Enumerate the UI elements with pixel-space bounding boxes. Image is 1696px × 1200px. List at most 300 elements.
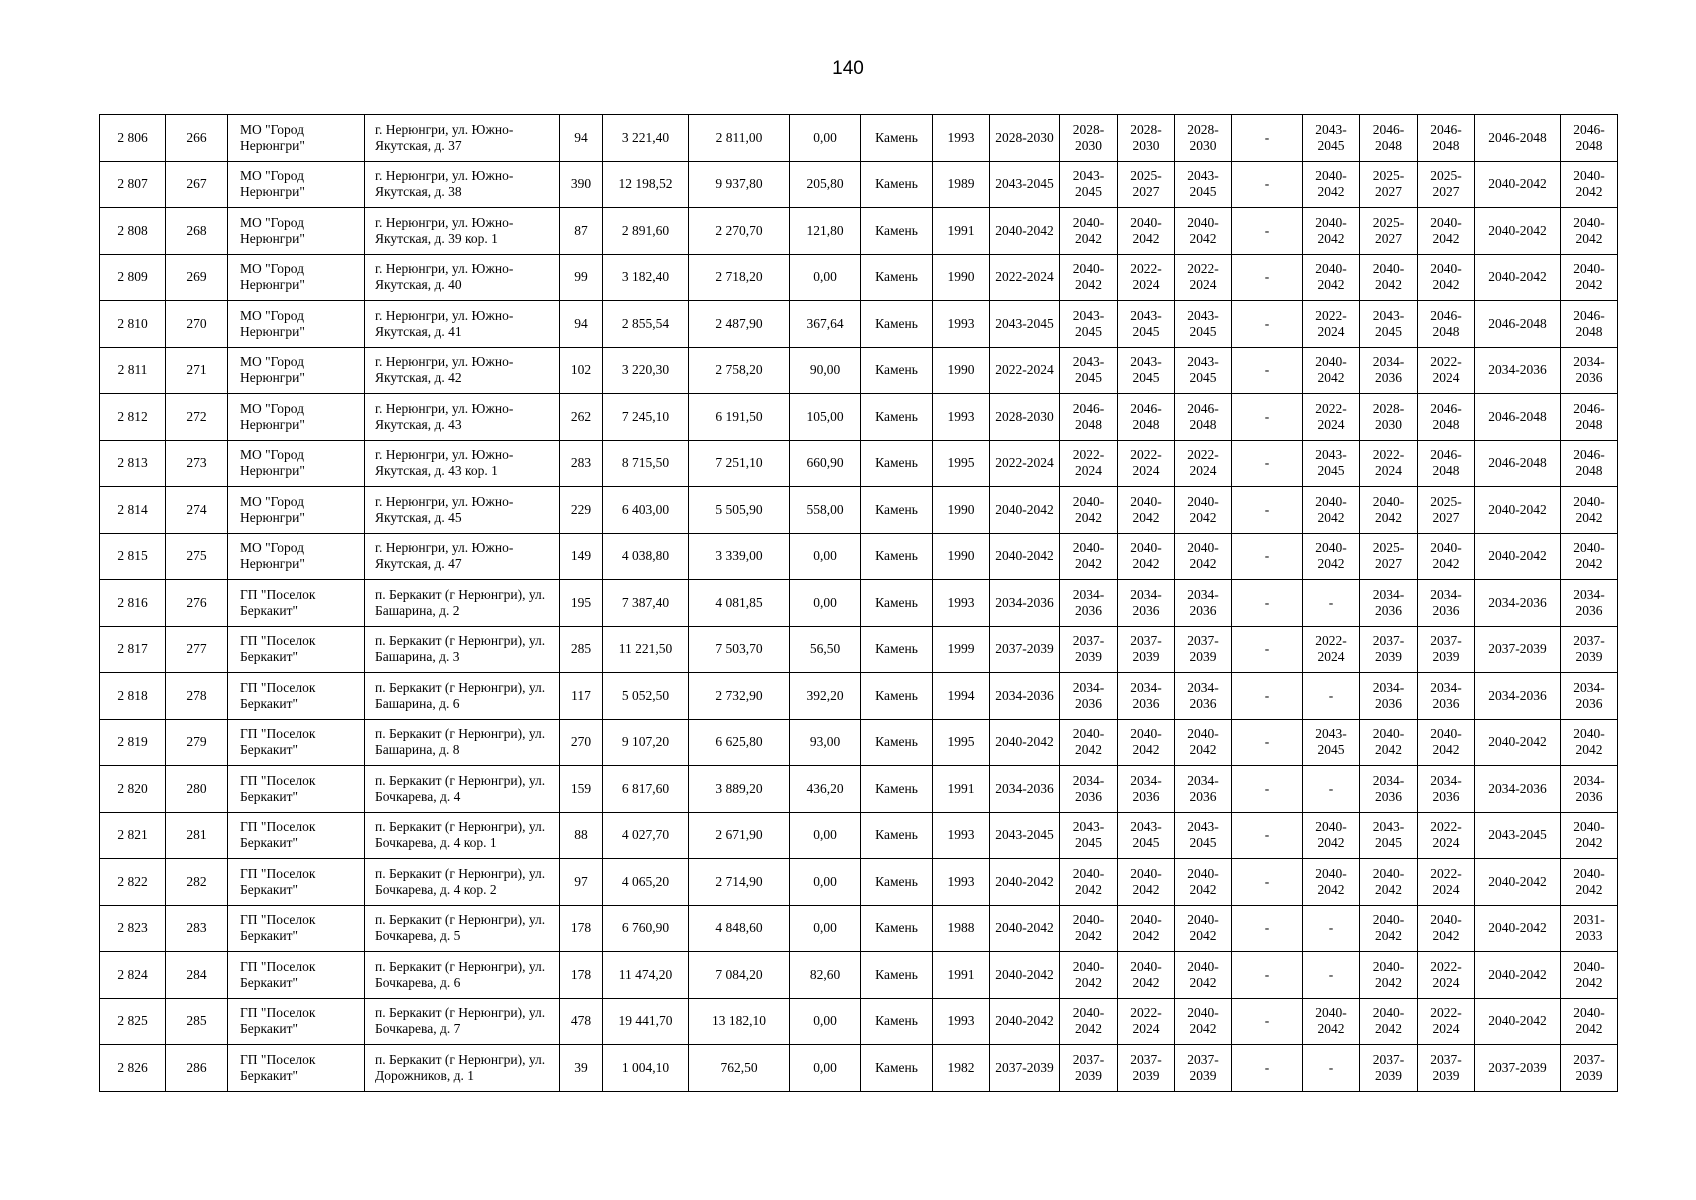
table-row xyxy=(100,347,1618,394)
table-cell: 2037-2039 xyxy=(1060,626,1118,673)
table-cell: 1993 xyxy=(933,998,990,1045)
table-cell: 2040-2042 xyxy=(1418,254,1475,301)
table-cell: 2022-2024 xyxy=(1175,440,1232,487)
table-cell: 2043-2045 xyxy=(1118,347,1175,394)
table-cell: 2034-2036 xyxy=(1060,580,1118,627)
table-cell: 2034-2036 xyxy=(1475,673,1561,720)
table-row xyxy=(100,766,1618,813)
table-cell: - xyxy=(1232,533,1303,580)
table-cell: 4 065,20 xyxy=(603,859,689,906)
table-cell: 278 xyxy=(166,673,228,720)
table-cell: 2046-2048 xyxy=(1561,115,1618,162)
table-cell: 2040-2042 xyxy=(1475,487,1561,534)
table-cell: 2037-2039 xyxy=(1561,1045,1618,1092)
table-cell: 2040-2042 xyxy=(1303,998,1360,1045)
table-cell: г. Нерюнгри, ул. Южно-Якутская, д. 47 xyxy=(365,533,560,580)
table-cell: 2040-2042 xyxy=(1118,208,1175,255)
table-cell: Камень xyxy=(861,115,933,162)
table-cell: ГП "Поселок Беркакит" xyxy=(228,766,365,813)
table-cell: 2043-2045 xyxy=(1303,719,1360,766)
table-cell: п. Беркакит (г Нерюнгри), ул. Дорожников, д. 1 xyxy=(365,1045,560,1092)
table-cell: 2 817 xyxy=(100,626,166,673)
table-cell: 2040-2042 xyxy=(1360,905,1418,952)
table-cell: Камень xyxy=(861,394,933,441)
table-cell: 2046-2048 xyxy=(1475,440,1561,487)
table-cell: МО "Город Нерюнгри" xyxy=(228,254,365,301)
table-cell: 2043-2045 xyxy=(990,161,1060,208)
table-cell: 1993 xyxy=(933,115,990,162)
table-cell: 558,00 xyxy=(790,487,861,534)
table-cell: 2040-2042 xyxy=(1060,533,1118,580)
table-cell: 8 715,50 xyxy=(603,440,689,487)
table-cell: 2034-2036 xyxy=(1360,347,1418,394)
table-cell: 2037-2039 xyxy=(1561,626,1618,673)
table-cell: 2040-2042 xyxy=(1060,998,1118,1045)
table-cell: 2 811 xyxy=(100,347,166,394)
table-cell: 2040-2042 xyxy=(1303,487,1360,534)
table-cell: 367,64 xyxy=(790,301,861,348)
table-cell: 2034-2036 xyxy=(990,766,1060,813)
table-cell: 2 806 xyxy=(100,115,166,162)
table-cell: 2043-2045 xyxy=(1118,812,1175,859)
table-cell: 195 xyxy=(560,580,603,627)
table-cell: - xyxy=(1232,952,1303,999)
table-cell: Камень xyxy=(861,161,933,208)
table-cell: 56,50 xyxy=(790,626,861,673)
table-cell: 2022-2024 xyxy=(1418,347,1475,394)
table-cell: 2040-2042 xyxy=(1418,208,1475,255)
table-cell: 275 xyxy=(166,533,228,580)
table-cell: 178 xyxy=(560,905,603,952)
table-cell: 2 487,90 xyxy=(689,301,790,348)
table-cell: 9 107,20 xyxy=(603,719,689,766)
table-cell: 2040-2042 xyxy=(1175,952,1232,999)
table-cell: 2043-2045 xyxy=(1175,301,1232,348)
table-cell: 2 825 xyxy=(100,998,166,1045)
table-cell: 283 xyxy=(560,440,603,487)
table-cell: - xyxy=(1232,161,1303,208)
table-cell: 2040-2042 xyxy=(1561,812,1618,859)
table-cell: 2037-2039 xyxy=(1418,626,1475,673)
table-cell: 2043-2045 xyxy=(1360,812,1418,859)
table-cell: 2 826 xyxy=(100,1045,166,1092)
table-cell: 2028-2030 xyxy=(990,115,1060,162)
table-cell: 2040-2042 xyxy=(990,905,1060,952)
table-cell: 7 245,10 xyxy=(603,394,689,441)
table-cell: 97 xyxy=(560,859,603,906)
table-cell: 3 182,40 xyxy=(603,254,689,301)
table-cell: МО "Город Нерюнгри" xyxy=(228,208,365,255)
table-cell: 2046-2048 xyxy=(1561,394,1618,441)
table-cell: 2037-2039 xyxy=(1418,1045,1475,1092)
table-cell: 2022-2024 xyxy=(1118,998,1175,1045)
table-cell: 2022-2024 xyxy=(1303,394,1360,441)
table-cell: - xyxy=(1232,905,1303,952)
table-cell: п. Беркакит (г Нерюнгри), ул. Бочкарева, д. 6 xyxy=(365,952,560,999)
table-cell: 2040-2042 xyxy=(1475,719,1561,766)
table-cell: г. Нерюнгри, ул. Южно-Якутская, д. 38 xyxy=(365,161,560,208)
table-cell: 2040-2042 xyxy=(1475,905,1561,952)
table-cell: Камень xyxy=(861,347,933,394)
table-cell: 2 809 xyxy=(100,254,166,301)
table-cell: 436,20 xyxy=(790,766,861,813)
table-cell: 2040-2042 xyxy=(1561,208,1618,255)
table-cell: МО "Город Нерюнгри" xyxy=(228,487,365,534)
table-cell: 2040-2042 xyxy=(1303,161,1360,208)
table-cell: ГП "Поселок Беркакит" xyxy=(228,998,365,1045)
table-cell: 2040-2042 xyxy=(1475,998,1561,1045)
table-cell: Камень xyxy=(861,998,933,1045)
table-cell: г. Нерюнгри, ул. Южно-Якутская, д. 37 xyxy=(365,115,560,162)
table-cell: 1990 xyxy=(933,254,990,301)
table-cell: Камень xyxy=(861,905,933,952)
table-cell: 2040-2042 xyxy=(1418,905,1475,952)
table-cell: Камень xyxy=(861,1045,933,1092)
table-cell: 2040-2042 xyxy=(1360,254,1418,301)
table-cell: 2 718,20 xyxy=(689,254,790,301)
table-cell: 2025-2027 xyxy=(1118,161,1175,208)
table-cell: - xyxy=(1303,905,1360,952)
table-cell: 2046-2048 xyxy=(1561,301,1618,348)
table-cell: 2025-2027 xyxy=(1418,487,1475,534)
table-cell: 2034-2036 xyxy=(1475,580,1561,627)
table-cell: 2034-2036 xyxy=(1175,766,1232,813)
table-cell: МО "Город Нерюнгри" xyxy=(228,301,365,348)
table-cell: 2034-2036 xyxy=(1561,580,1618,627)
table-cell: 2040-2042 xyxy=(1561,533,1618,580)
table-cell: 3 221,40 xyxy=(603,115,689,162)
table-cell: 2043-2045 xyxy=(1175,161,1232,208)
table-cell: п. Беркакит (г Нерюнгри), ул. Бочкарева, д. 4 кор. 1 xyxy=(365,812,560,859)
table-cell: 0,00 xyxy=(790,254,861,301)
table-cell: 2040-2042 xyxy=(990,719,1060,766)
table-cell: - xyxy=(1232,440,1303,487)
table-cell: 2040-2042 xyxy=(1060,905,1118,952)
table-cell: 1994 xyxy=(933,673,990,720)
table-cell: - xyxy=(1232,580,1303,627)
table-cell: 2 811,00 xyxy=(689,115,790,162)
table-cell: г. Нерюнгри, ул. Южно-Якутская, д. 45 xyxy=(365,487,560,534)
table-cell: 2040-2042 xyxy=(1360,859,1418,906)
table-cell: 2040-2042 xyxy=(1475,952,1561,999)
table-cell: 2046-2048 xyxy=(1561,440,1618,487)
table-cell: 2034-2036 xyxy=(990,673,1060,720)
table-row xyxy=(100,394,1618,441)
table-cell: 2022-2024 xyxy=(990,347,1060,394)
table-cell: - xyxy=(1232,394,1303,441)
table-cell: 2040-2042 xyxy=(1360,998,1418,1045)
table-cell: Камень xyxy=(861,533,933,580)
table-cell: 2040-2042 xyxy=(1303,533,1360,580)
table-cell: - xyxy=(1232,859,1303,906)
table-row xyxy=(100,254,1618,301)
table-cell: г. Нерюнгри, ул. Южно-Якутская, д. 42 xyxy=(365,347,560,394)
table-cell: 2046-2048 xyxy=(1418,115,1475,162)
table-cell: ГП "Поселок Беркакит" xyxy=(228,580,365,627)
table-cell: г. Нерюнгри, ул. Южно-Якутская, д. 43 xyxy=(365,394,560,441)
table-cell: 2043-2045 xyxy=(1060,812,1118,859)
table-row xyxy=(100,998,1618,1045)
table-cell: 2040-2042 xyxy=(1118,719,1175,766)
table-cell: 2040-2042 xyxy=(1561,719,1618,766)
table-cell: 2046-2048 xyxy=(1475,301,1561,348)
table-cell: Камень xyxy=(861,626,933,673)
table-cell: 1999 xyxy=(933,626,990,673)
table-cell: 11 474,20 xyxy=(603,952,689,999)
table-cell: 2040-2042 xyxy=(1118,859,1175,906)
table-cell: 268 xyxy=(166,208,228,255)
table-cell: 282 xyxy=(166,859,228,906)
table-cell: 2040-2042 xyxy=(990,859,1060,906)
table-cell: 2 814 xyxy=(100,487,166,534)
table-cell: Камень xyxy=(861,952,933,999)
table-cell: 2022-2024 xyxy=(1303,626,1360,673)
table-cell: 1991 xyxy=(933,766,990,813)
table-cell: 2028-2030 xyxy=(990,394,1060,441)
page-number: 140 xyxy=(832,58,864,79)
table-cell: г. Нерюнгри, ул. Южно-Якутская, д. 43 кор. 1 xyxy=(365,440,560,487)
table-cell: 2037-2039 xyxy=(1118,626,1175,673)
table-cell: 7 084,20 xyxy=(689,952,790,999)
table-cell: 270 xyxy=(560,719,603,766)
table-cell: 2040-2042 xyxy=(1561,998,1618,1045)
table-cell: 2034-2036 xyxy=(1360,673,1418,720)
table-cell: 2 714,90 xyxy=(689,859,790,906)
table-cell: 2 891,60 xyxy=(603,208,689,255)
table-cell: 2034-2036 xyxy=(1118,766,1175,813)
table-cell: 2040-2042 xyxy=(1475,254,1561,301)
table-cell: 2046-2048 xyxy=(1118,394,1175,441)
table-cell: 4 038,80 xyxy=(603,533,689,580)
table-cell: 2040-2042 xyxy=(1561,161,1618,208)
table-cell: 2040-2042 xyxy=(1475,859,1561,906)
table-cell: п. Беркакит (г Нерюнгри), ул. Бочкарева, д. 5 xyxy=(365,905,560,952)
table-cell: 2040-2042 xyxy=(1175,208,1232,255)
table-cell: 2025-2027 xyxy=(1360,533,1418,580)
table-cell: 2034-2036 xyxy=(1360,580,1418,627)
table-cell: 2040-2042 xyxy=(1303,254,1360,301)
table-cell: 2 818 xyxy=(100,673,166,720)
table-cell: 7 387,40 xyxy=(603,580,689,627)
table-cell: - xyxy=(1232,626,1303,673)
table-cell: 2043-2045 xyxy=(1060,301,1118,348)
table-cell: - xyxy=(1232,1045,1303,1092)
table-cell: 1993 xyxy=(933,301,990,348)
table-cell: 1993 xyxy=(933,580,990,627)
table-cell: 87 xyxy=(560,208,603,255)
table-cell: ГП "Поселок Беркакит" xyxy=(228,859,365,906)
table-cell: 3 220,30 xyxy=(603,347,689,394)
table-cell: 283 xyxy=(166,905,228,952)
table-row xyxy=(100,533,1618,580)
table-cell: Камень xyxy=(861,580,933,627)
table-cell: 229 xyxy=(560,487,603,534)
table-cell: Камень xyxy=(861,719,933,766)
table-cell: п. Беркакит (г Нерюнгри), ул. Башарина, д. 8 xyxy=(365,719,560,766)
table-cell: 390 xyxy=(560,161,603,208)
table-cell: 2046-2048 xyxy=(1360,115,1418,162)
table-cell: 273 xyxy=(166,440,228,487)
table-cell: 90,00 xyxy=(790,347,861,394)
table-cell: 2040-2042 xyxy=(990,952,1060,999)
table-cell: 2040-2042 xyxy=(1360,952,1418,999)
table-cell: 1988 xyxy=(933,905,990,952)
table-cell: 4 081,85 xyxy=(689,580,790,627)
table-cell: 286 xyxy=(166,1045,228,1092)
table-cell: ГП "Поселок Беркакит" xyxy=(228,905,365,952)
table-row xyxy=(100,626,1618,673)
table-cell: 1991 xyxy=(933,208,990,255)
table-cell: 2 824 xyxy=(100,952,166,999)
table-cell: 271 xyxy=(166,347,228,394)
table-cell: 12 198,52 xyxy=(603,161,689,208)
table-cell: 2031-2033 xyxy=(1561,905,1618,952)
table-cell: 2 813 xyxy=(100,440,166,487)
table-cell: 105,00 xyxy=(790,394,861,441)
table-cell: 2040-2042 xyxy=(1175,533,1232,580)
table-row xyxy=(100,487,1618,534)
table-cell: 2040-2042 xyxy=(1060,254,1118,301)
table-cell: 0,00 xyxy=(790,580,861,627)
table-row xyxy=(100,905,1618,952)
table-cell: 478 xyxy=(560,998,603,1045)
table-cell: 2 270,70 xyxy=(689,208,790,255)
table-cell: 2 807 xyxy=(100,161,166,208)
table-cell: 2 823 xyxy=(100,905,166,952)
table-cell: ГП "Поселок Беркакит" xyxy=(228,1045,365,1092)
table-cell: - xyxy=(1232,766,1303,813)
table-cell: 2034-2036 xyxy=(1418,673,1475,720)
table-cell: 2034-2036 xyxy=(1418,766,1475,813)
table-cell: ГП "Поселок Беркакит" xyxy=(228,626,365,673)
table-cell: Камень xyxy=(861,254,933,301)
table-cell: 2043-2045 xyxy=(990,812,1060,859)
table-cell: 2040-2042 xyxy=(1561,254,1618,301)
table-cell: 2043-2045 xyxy=(1303,115,1360,162)
table-row xyxy=(100,580,1618,627)
table-cell: 2034-2036 xyxy=(990,580,1060,627)
table-cell: 6 403,00 xyxy=(603,487,689,534)
table-cell: 6 760,90 xyxy=(603,905,689,952)
table-row xyxy=(100,440,1618,487)
table-cell: 2040-2042 xyxy=(990,208,1060,255)
table-cell: - xyxy=(1303,673,1360,720)
table-cell: 2034-2036 xyxy=(1175,673,1232,720)
table-cell: 285 xyxy=(560,626,603,673)
table-cell: 2040-2042 xyxy=(990,533,1060,580)
table-cell: 2040-2042 xyxy=(1175,719,1232,766)
table-cell: 2037-2039 xyxy=(1475,1045,1561,1092)
table-cell: 2 819 xyxy=(100,719,166,766)
table-cell: 0,00 xyxy=(790,812,861,859)
table-cell: 2022-2024 xyxy=(990,440,1060,487)
table-cell: ГП "Поселок Беркакит" xyxy=(228,812,365,859)
table-cell: 2025-2027 xyxy=(1360,161,1418,208)
table-cell: 2037-2039 xyxy=(990,1045,1060,1092)
table-cell: 6 191,50 xyxy=(689,394,790,441)
table-row xyxy=(100,859,1618,906)
table-cell: 3 889,20 xyxy=(689,766,790,813)
table-cell: 762,50 xyxy=(689,1045,790,1092)
table-cell: 2040-2042 xyxy=(1118,487,1175,534)
table-cell: 2022-2024 xyxy=(1418,998,1475,1045)
table-cell: 2040-2042 xyxy=(1475,533,1561,580)
table-cell: 2043-2045 xyxy=(1360,301,1418,348)
table-cell: 0,00 xyxy=(790,905,861,952)
table-cell: - xyxy=(1303,580,1360,627)
table-cell: 1993 xyxy=(933,812,990,859)
table-cell: 2040-2042 xyxy=(1060,859,1118,906)
table-cell: 2040-2042 xyxy=(1360,719,1418,766)
table-cell: - xyxy=(1232,115,1303,162)
table-cell: 2034-2036 xyxy=(1118,673,1175,720)
table-cell: 2043-2045 xyxy=(1060,161,1118,208)
table-cell: 2034-2036 xyxy=(1561,766,1618,813)
table-cell: 280 xyxy=(166,766,228,813)
table-row xyxy=(100,301,1618,348)
table-cell: МО "Город Нерюнгри" xyxy=(228,533,365,580)
table-cell: - xyxy=(1232,208,1303,255)
table-cell: 2034-2036 xyxy=(1060,673,1118,720)
table-cell: - xyxy=(1232,719,1303,766)
table-cell: 2 812 xyxy=(100,394,166,441)
table-cell: 2022-2024 xyxy=(1118,440,1175,487)
table-cell: 2046-2048 xyxy=(1418,394,1475,441)
table-cell: 2040-2042 xyxy=(1118,952,1175,999)
table-cell: 2043-2045 xyxy=(1118,301,1175,348)
table-cell: 0,00 xyxy=(790,998,861,1045)
table-cell: МО "Город Нерюнгри" xyxy=(228,115,365,162)
table-cell: 82,60 xyxy=(790,952,861,999)
table-cell: г. Нерюнгри, ул. Южно-Якутская, д. 41 xyxy=(365,301,560,348)
table-cell: - xyxy=(1303,766,1360,813)
table-cell: 94 xyxy=(560,115,603,162)
table-cell: 1990 xyxy=(933,487,990,534)
table-cell: 267 xyxy=(166,161,228,208)
table-cell: п. Беркакит (г Нерюнгри), ул. Бочкарева, д. 7 xyxy=(365,998,560,1045)
table-cell: 121,80 xyxy=(790,208,861,255)
table-cell: 88 xyxy=(560,812,603,859)
table-cell: 5 052,50 xyxy=(603,673,689,720)
table-cell: 2022-2024 xyxy=(1418,859,1475,906)
table-cell: 2040-2042 xyxy=(1303,347,1360,394)
table-cell: 2 808 xyxy=(100,208,166,255)
table-cell: 2 758,20 xyxy=(689,347,790,394)
table-cell: 4 027,70 xyxy=(603,812,689,859)
table-cell: 272 xyxy=(166,394,228,441)
table-cell: 2040-2042 xyxy=(1175,487,1232,534)
table-cell: 2025-2027 xyxy=(1360,208,1418,255)
table-cell: Камень xyxy=(861,859,933,906)
table-cell: 2040-2042 xyxy=(1418,719,1475,766)
table-cell: 2037-2039 xyxy=(1475,626,1561,673)
table-cell: - xyxy=(1232,301,1303,348)
table-cell: 2040-2042 xyxy=(1118,533,1175,580)
table-cell: 2043-2045 xyxy=(1175,347,1232,394)
table-cell: 2 815 xyxy=(100,533,166,580)
table-cell: 159 xyxy=(560,766,603,813)
table-row xyxy=(100,1045,1618,1092)
table-cell: 2034-2036 xyxy=(1118,580,1175,627)
table-cell: 93,00 xyxy=(790,719,861,766)
table-cell: 2043-2045 xyxy=(1475,812,1561,859)
table-cell: 1982 xyxy=(933,1045,990,1092)
table-cell: 1993 xyxy=(933,394,990,441)
table-cell: 277 xyxy=(166,626,228,673)
table-cell: г. Нерюнгри, ул. Южно-Якутская, д. 39 кор. 1 xyxy=(365,208,560,255)
table-cell: 1989 xyxy=(933,161,990,208)
table-cell: 2040-2042 xyxy=(1060,208,1118,255)
